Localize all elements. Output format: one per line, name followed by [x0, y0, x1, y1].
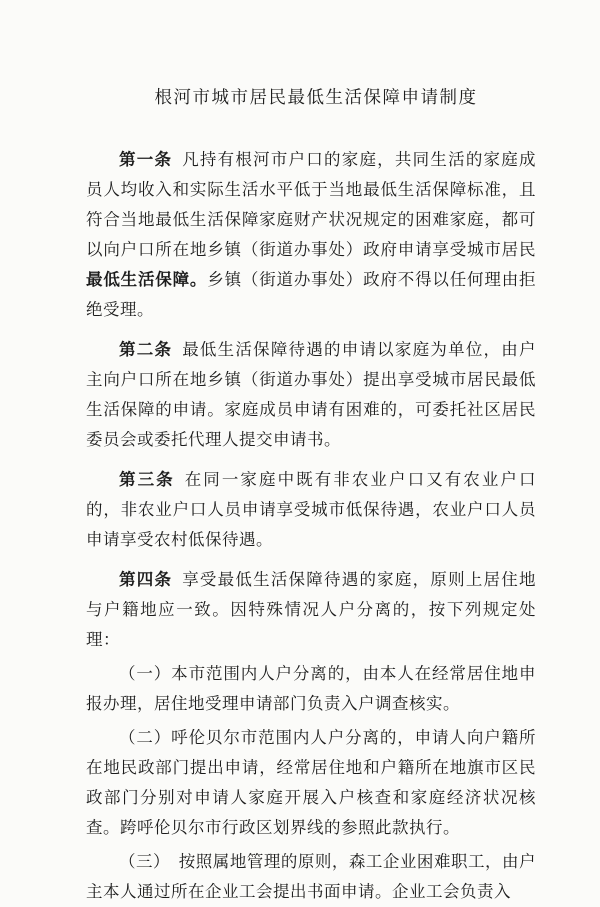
article-4-label: 第四条 [119, 570, 173, 589]
article-2-label: 第二条 [119, 340, 173, 359]
article-1-text-after: 乡镇（街道办事处）政府不得以任何理由拒绝受理。 [86, 270, 537, 319]
article-2 [86, 335, 536, 455]
article-3-label: 第三条 [119, 470, 175, 489]
article-2-text: 最低生活保障待遇的申请以家庭为单位，由户主向户口所在地乡镇（街道办事处）提出享受城市居民最低生活保障的申请。家庭成员申请有困难的，可委托社区居民委员会或委托代理人提交申请书。 [86, 340, 537, 449]
article-1-text: 凡持有根河市户口的家庭，共同生活的家庭成员人均收入和实际生活水平低于当地最低生活保障标准，且符合当地最低生活保障家庭财产状况规定的困难家庭，都可以向户口所在地乡镇（街道办事处）政府申请享受城市居民 [86, 150, 537, 259]
clause-1: （一）本市范围内人户分离的，由本人在经常居住地申报办理，居住地受理申请部门负责入户调查核实。 [86, 664, 536, 713]
article-4-text: 享受最低生活保障待遇的家庭，原则上居住地与户籍地应一致。因特殊情况人户分离的，按下列规定处理： [86, 570, 537, 649]
clause-3: （三） 按照属地管理的原则，森工企业困难职工，由户主本人通过所在企业工会提出书面申请。企业工会负责入 [86, 852, 536, 901]
clause-2: （二）呼伦贝尔市范围内人户分离的，申请人向户籍所在地民政部门提出申请，经常居住地和户籍所在地旗市区民政部门分别对申请人家庭开展入户核查和家庭经济状况核查。跨呼伦贝尔市行政区划界线的参照此款执行。 [86, 728, 536, 837]
article-1-label: 第一条 [119, 150, 173, 169]
article-1 [86, 145, 536, 325]
article-3-text: 在同一家庭中既有非农业户口又有农业户口的，非农业户口人员申请享受城市低保待遇，农业户口人员申请享受农村低保待遇。 [86, 470, 537, 549]
article-3 [86, 465, 536, 555]
article-4 [86, 565, 536, 655]
article-1-emphasis: 最低生活保障。 [86, 270, 208, 289]
document-title: 根河市城市居民最低生活保障申请制度 [154, 88, 478, 108]
